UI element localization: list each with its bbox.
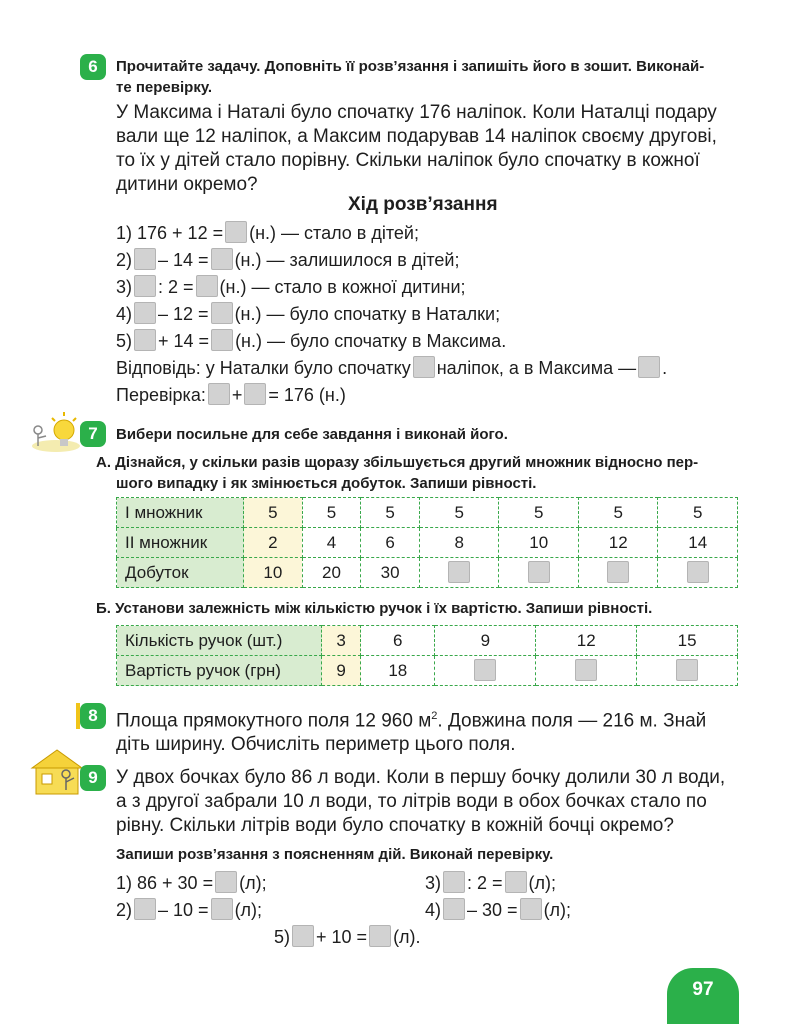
row-label: I множник xyxy=(117,498,244,528)
blank-box[interactable] xyxy=(505,871,527,893)
row-label: Добуток xyxy=(117,558,244,588)
blank-box[interactable] xyxy=(292,925,314,947)
blank-box[interactable] xyxy=(211,329,233,351)
table-row xyxy=(117,498,738,528)
solution-step-5: 5) + 14 = (н.) — було спочатку в Максима. xyxy=(116,331,507,351)
blank-box[interactable] xyxy=(413,356,435,378)
blank-box[interactable] xyxy=(134,898,156,920)
blank-box[interactable] xyxy=(134,275,156,297)
task-7-instruction: Вибери посильне для себе завдання і виконай його. xyxy=(116,426,508,443)
solution-step-4: 4) – 12 = (н.) — було спочатку в Наталки; xyxy=(116,304,501,324)
blank-box[interactable] xyxy=(443,898,465,920)
table-cell xyxy=(658,558,738,588)
blank-box[interactable] xyxy=(211,302,233,324)
table-cell: 5 xyxy=(361,498,420,528)
blank-box[interactable] xyxy=(575,659,597,681)
task-9-text: У двох бочках було 86 л води. Коли в першу бочку долили 30 л води, а з другої забрали 10 л води, то літрів води в обох бочках стало по рівну. Скільки літрів води було спочатку в кожній бочці окремо? xyxy=(116,767,726,836)
table-cell: 12 xyxy=(536,626,637,656)
table-cell: 5 xyxy=(419,498,499,528)
blank-box[interactable] xyxy=(215,871,237,893)
check-line: Перевірка: + = 176 (н.) xyxy=(116,385,346,405)
house-icon xyxy=(30,748,84,796)
table-cell xyxy=(419,558,499,588)
task-9-solution-right xyxy=(425,870,571,924)
blank-box[interactable] xyxy=(448,561,470,583)
blank-box[interactable] xyxy=(208,383,230,405)
solution-step-2: 2) – 10 = (л); xyxy=(116,900,263,920)
blank-box[interactable] xyxy=(244,383,266,405)
blank-box[interactable] xyxy=(134,248,156,270)
table-cell xyxy=(637,656,738,686)
blank-box[interactable] xyxy=(687,561,709,583)
task-7-part-b: Б. Установи залежність між кількістю ручок і їх вартістю. Запиши рівності. xyxy=(96,600,653,617)
table-cell: 6 xyxy=(361,626,435,656)
table-cell: 10 xyxy=(244,558,303,588)
answer-line: Відповідь: у Наталки було спочатку наліпок, а в Максима — . xyxy=(116,358,668,378)
table-cell: 9 xyxy=(435,626,536,656)
table-row xyxy=(117,528,738,558)
blank-box[interactable] xyxy=(196,275,218,297)
task-9-solution-bottom xyxy=(274,924,421,951)
table-row xyxy=(117,558,738,588)
table-cell: 5 xyxy=(302,498,361,528)
table-cell: 4 xyxy=(302,528,361,558)
table-cell: 10 xyxy=(499,528,579,558)
solution-step-3: 3) : 2 = (н.) — стало в кожної дитини; xyxy=(116,277,466,297)
task-7-badge: 7 xyxy=(80,421,106,447)
solution-step-1: 1) 86 + 30 = (л); xyxy=(116,873,267,893)
solution-step-3: 3) : 2 = (л); xyxy=(425,873,557,893)
table-cell: 6 xyxy=(361,528,420,558)
table-cell: 14 xyxy=(658,528,738,558)
row-label: Кількість ручок (шт.) xyxy=(117,626,322,656)
task-9-solution-left xyxy=(116,870,267,924)
row-label: Вартість ручок (грн) xyxy=(117,656,322,686)
table-cell xyxy=(435,656,536,686)
table-cell: 9 xyxy=(322,656,361,686)
blank-box[interactable] xyxy=(474,659,496,681)
blank-box[interactable] xyxy=(607,561,629,583)
table-cell xyxy=(499,558,579,588)
task-6-solution xyxy=(116,220,667,409)
solution-step-5: 5) + 10 = (л). xyxy=(274,927,421,947)
pens-table xyxy=(116,625,738,686)
table-cell: 5 xyxy=(658,498,738,528)
solution-step-2: 2) – 14 = (н.) — залишилося в дітей; xyxy=(116,250,460,270)
task-7-part-a: А. Дізнайся, у скільки разів щоразу збільшується другий множник відносно пер- шого випадку і як змінюється добуток. Запиши рівності. xyxy=(96,454,699,492)
table-cell xyxy=(536,656,637,686)
table-cell: 20 xyxy=(302,558,361,588)
task-6-text: У Максима і Наталі було спочатку 176 наліпок. Коли Наталці подару вали ще 12 наліпок, а Максим подарував 14 наліпок своєму другові, то їх у дітей стало порівну. Скільки наліпок було спочатку в кожної дитини окремо? xyxy=(116,102,717,195)
table-cell: 2 xyxy=(244,528,303,558)
blank-box[interactable] xyxy=(443,871,465,893)
table-cell: 5 xyxy=(578,498,658,528)
table-cell: 30 xyxy=(361,558,420,588)
table-row xyxy=(117,656,738,686)
lightbulb-icon xyxy=(26,410,82,454)
blank-box[interactable] xyxy=(134,302,156,324)
table-cell: 18 xyxy=(361,656,435,686)
blank-box[interactable] xyxy=(520,898,542,920)
solution-step-1: 1) 176 + 12 = (н.) — стало в дітей; xyxy=(116,223,419,243)
blank-box[interactable] xyxy=(211,898,233,920)
blank-box[interactable] xyxy=(369,925,391,947)
row-label: II множник xyxy=(117,528,244,558)
task-9-instruction: Запиши розв’язання з поясненням дій. Виконай перевірку. xyxy=(116,846,554,863)
table-cell: 15 xyxy=(637,626,738,656)
blank-box[interactable] xyxy=(225,221,247,243)
table-cell: 3 xyxy=(322,626,361,656)
table-cell: 5 xyxy=(244,498,303,528)
blank-box[interactable] xyxy=(134,329,156,351)
blank-box[interactable] xyxy=(676,659,698,681)
page-number: 97 xyxy=(667,968,739,1024)
table-cell: 12 xyxy=(578,528,658,558)
task-9-badge: 9 xyxy=(80,765,106,791)
table-cell: 5 xyxy=(499,498,579,528)
blank-box[interactable] xyxy=(638,356,660,378)
solution-title: Хід розв’язання xyxy=(348,194,498,215)
task-6-badge: 6 xyxy=(80,54,106,80)
table-cell: 8 xyxy=(419,528,499,558)
multiplication-table xyxy=(116,497,738,588)
table-cell xyxy=(578,558,658,588)
task-8-badge: 8 xyxy=(80,703,106,729)
blank-box[interactable] xyxy=(528,561,550,583)
blank-box[interactable] xyxy=(211,248,233,270)
solution-step-4: 4) – 30 = (л); xyxy=(425,900,572,920)
task-6-instruction: Прочитайте задачу. Доповніть її розв’язання і запишіть його в зошит. Виконай- те перевірку. xyxy=(116,58,705,96)
table-row xyxy=(117,626,738,656)
task-8-text: Площа прямокутного поля 12 960 $м^2$. Довжина поля — 216 м. Знай діть ширину. Обчисліть периметр цього поля. xyxy=(116,710,707,756)
